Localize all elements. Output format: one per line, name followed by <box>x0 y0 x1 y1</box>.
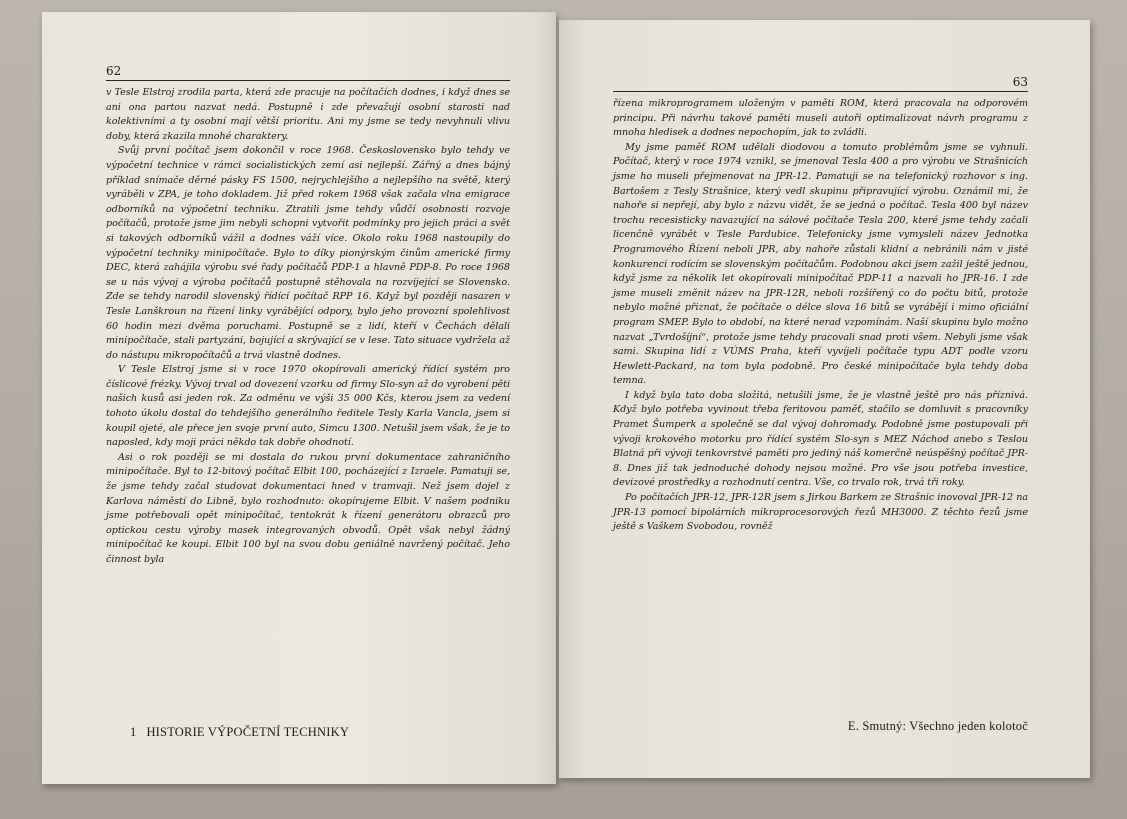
paragraph: My jsme paměť ROM udělali diodovou a tomuto problémům jsme se vyhnuli. Počítač, který v roce 1974 vznikl, se jmenoval Tesla 400 a pro výrobu ve Strašnicích jsme ho museli přejmenovat na JPR-12. Pamatuji se na telefonický rozhovor s ing. Bartošem z Tesly Strašnice, který vedl skupinu připravující výrobu. Oznámil mi, že nahoře si nepřejí, aby bylo z názvu vidět, že se jedná o počítač. Tesla 400 byl název trochu recesisticky navazující na sálové počítače Tesla 200, které jsme tehdy začali licenčně vyrábět v Tesle Pardubice. Telefonicky jsme vymysleli název Jednotka Programového Řízení neboli JPR, aby nahoře zůstali klidní a nebránili nám v jisté konkurenci rodícím se slovenským počítačům. Podobnou akci jsem zažil ještě jednou, když jsme za několik let okopírovali minipočítač PDP-11 a nazvali ho JPR-16. I zde jsme museli změnit název na JPR-12R, neboli rozšířený co do počtu bitů, protože nebylo možné přiznat, že počítače o délce slova 16 bitů se vyrábějí i mimo oficiální program SMEP. Bylo to období, na které nerad vzpomínám. Naší skupinu bylo možno nazvat „Tvrdošíjní“, protože jsme tehdy pracovali snad proti všem. Nebyli jsme však sami. Skupina lidí z VÚMS Praha, kteří vyvíjeli počítače typu ADT podle vzoru Hewlett-Packard, na tom byla podobně. Pro české minipočítače byla tehdy doba temna. <box>613 141 1028 387</box>
paragraph: Asi o rok později se mi dostala do rukou první dokumentace zahraničního minipočítače. Byl to 12-bitový počítač Elbit 100, pocházející z Izraele. Pamatuji se, že jsme tehdy začal studovat dokumentaci hned v tramvaji. Než jsem dojel z Karlova náměstí do Libně, bylo rozhodnuto: okopírujeme Elbit. V našem podniku jsme potřebovali opět minipočítač, tentokrát k řízení generátoru obrazců pro optickou cestu výroby masek integrovaných obvodů. Opět však nebyl žádný minipočítač ke koupi. Elbit 100 byl na svou dobu geniálně navržený počítač. Jeho činnost byla <box>106 451 510 565</box>
page-number-right: 63 <box>1012 75 1028 89</box>
right-page-body <box>613 97 1028 535</box>
header-rule-left <box>106 80 510 81</box>
running-footer-right: E. Smutný: Všechno jeden kolotoč <box>847 719 1028 733</box>
page-number-left: 62 <box>106 64 122 78</box>
paragraph: Po počítačích JPR-12, JPR-12R jsem s Jirkou Barkem ze Strašnic inovoval JPR-12 na JPR-13 pomocí bipolárních mikroprocesorových řezů MH3000. Z těchto řezů jsme ještě s Vaškem Svobodou, rovněž <box>613 492 1028 533</box>
paragraph: I když byla tato doba složitá, netušili jsme, že je vlastně ještě pro nás příznivá. Když bylo potřeba vyvinout třeba feritovou paměť, stačilo se domluvit s pracovníky Pramet Šumperk a společně se dal vývoj dohromady. Podobně jsme postupovali při vývoji krokového motorku pro řídící systém Slo-syn s MEZ Náchod anebo s Teslou Blatná při vývoji tenkovrstvé paměti pro jediný náš komerčně neúspěšný počítač JPR-8. Dnes již tak jednoduché dohody nejsou možné. Pro vše jsou potřeba investice, devizové prostředky a rozhodnutí centra. Vše, co trvalo rok, trvá tři roky. <box>613 389 1028 489</box>
chapter-number: 1 <box>130 725 137 739</box>
left-page-body <box>106 86 510 568</box>
paragraph: v Tesle Elstroj zrodila parta, která zde pracuje na počítačích dodnes, i když dnes se ani ona partou nazvat nedá. Postupně i zde převažují osobní starosti nad kolektivními a ty osobní mají větší prioritu. Ani my jsme se tedy nevyhnuli vlivu doby, která zkazila mnohé charaktery. <box>106 87 510 142</box>
running-footer-left <box>130 725 349 740</box>
header-rule-right <box>613 91 1028 92</box>
left-page <box>42 12 556 784</box>
paragraph: Svůj první počítač jsem dokončil v roce 1968. Československo bylo tehdy ve výpočetní technice v rámci socialistických zemí asi nejlepší. Zářný a dnes bájný příklad snímače děrné pásky FS 1500, nejrychlejšího a nejlepšího na světě, který vyráběli v ZPA, je toho dokladem. Již před rokem 1968 však začala vlna emigrace odborníků na výpočetní techniku. Ztratili jsme tehdy vůdčí osobnosti rozvoje počítačů, protože jsme jim nebyli schopni vytvořit podmínky pro jejich práci a svět si takových odborníků vážil a dodnes váží více. Okolo roku 1968 nastoupily do výpočetní techniky minipočítače. Bylo to díky pionýrským činům americké firmy DEC, která zahájila výrobu své řady počítačů PDP-1 a hlavně PDP-8. Po roce 1968 se u nás vývoj a výroba počítačů postupně stěhovala na rozvíjející se Slovensko. Zde se tehdy narodil slovenský řídící počítač RPP 16. Když byl později nasazen v Tesle Lanškroun na řízení linky vyrábějící odpory, bylo jeho provozní spolehlivost 60 hodin mezi dvěma poruchami. Postupně se z lidí, kteří v Čechách dělali minipočítače, stali partyzáni, bojující a skrývající se v lese. Tato situace vydržela až do nástupu mikropočítačů a trvá vlastně dodnes. <box>106 145 510 361</box>
right-page <box>559 20 1090 778</box>
paragraph: řízena mikroprogramem uloženým v paměti ROM, která pracovala na odporovém principu. Při návrhu takové paměti museli autoři optimalizovat návrh programu z mnoha hledisek a dodnes nepochopím, jak to zvládli. <box>613 98 1028 139</box>
paragraph: V Tesle Elstroj jsme si v roce 1970 okopírovali americký řídící systém pro číslicové frézky. Vývoj trval od dovezení vzorku od firmy Slo-syn až do vyrobení pěti našich kusů asi jeden rok. Za odměnu ve výši 35 000 Kčs, kterou jsem za vedení tohoto úkolu dostal do tehdejšího generálního ředitele Tesly Karla Vancla, jsem si koupil ojeté, ale přece jen svoje první auto, Simcu 1300. Netušil jsem však, že je to naposled, kdy moji práci někdo tak dobře ohodnotí. <box>106 364 510 449</box>
chapter-title: HISTORIE VÝPOČETNÍ TECHNIKY <box>146 725 350 739</box>
